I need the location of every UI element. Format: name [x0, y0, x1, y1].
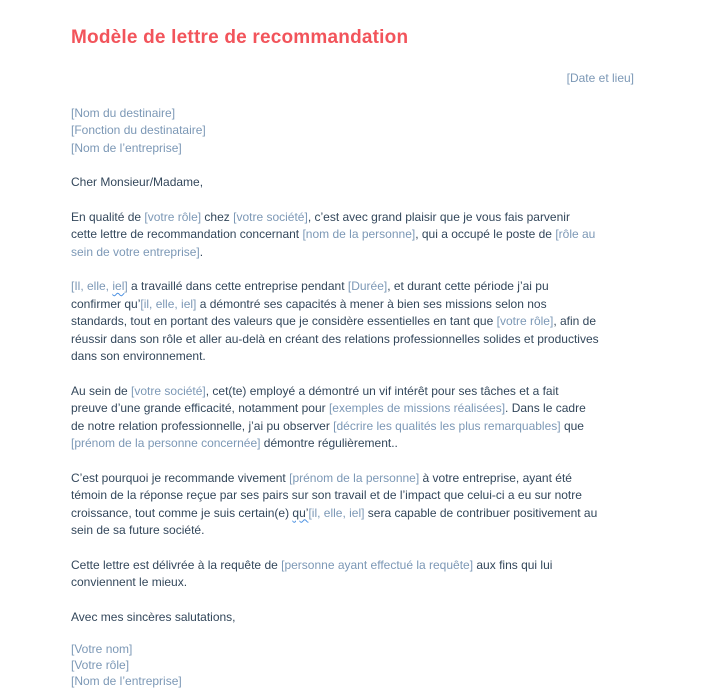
placeholder-text: [votre rôle] [496, 314, 554, 328]
signature-line: [Nom de l’entreprise] [71, 674, 182, 688]
body-text: confirmer qu’ [71, 296, 141, 311]
text-line [71, 435, 634, 453]
body-text: preuve d’une grande efficacité, notamment pour [71, 401, 329, 415]
body-text: , cet(te) employé a démontré un vif intérêt pour ses tâches et a fait [205, 383, 559, 398]
signature-line: [Votre rôle] [71, 658, 130, 672]
recipient-block [71, 105, 634, 158]
text-line [71, 574, 634, 592]
body-text: croissance, tout comme je suis certain(e) [71, 505, 293, 520]
body-text: Cette lettre est délivrée à la requête de [71, 557, 282, 572]
signature-line: [Votre nom] [71, 642, 133, 656]
text-line [71, 296, 634, 314]
placeholder-text: [Durée] [347, 279, 388, 293]
recipient-line: [Nom du destinaire] [71, 105, 176, 120]
body-text: que [560, 418, 584, 433]
body-text: dans son environnement. [71, 349, 206, 363]
text-line [71, 400, 634, 418]
body-text: conviennent le mieux. [71, 575, 188, 589]
body-text: , qui a occupé le poste de [415, 227, 556, 241]
body-text: aux fins qui lui [473, 557, 553, 572]
body-text: démontre régulièrement.. [260, 436, 398, 450]
body-text: réussir dans son rôle et aller au-delà en créant des relations professionnelles solides et productives [71, 331, 599, 346]
text-line [71, 505, 634, 523]
closing-line: Avec mes sincères salutations, [71, 609, 236, 624]
placeholder-text: [décrire les qualités les plus remarquables] [333, 418, 561, 433]
text-line [71, 557, 634, 575]
body-text: a travaillé dans cette entreprise pendant [127, 279, 348, 293]
body-text: Au sein de [71, 383, 132, 398]
text-line [71, 278, 634, 296]
text-line [71, 226, 634, 244]
letter-title: Modèle de lettre de recommandation [71, 27, 409, 48]
letter-paragraph [71, 557, 634, 592]
placeholder-text: ] [124, 279, 128, 293]
placeholder-text: [prénom de la personne] [289, 470, 420, 485]
letter-paragraph [71, 278, 634, 366]
body-text: a démontré ses capacités à mener à bien ses missions selon nos [196, 296, 547, 311]
text-line [71, 244, 634, 262]
placeholder-text: [Il, elle, [71, 279, 113, 293]
date-placeholder: [Date et lieu] [566, 71, 634, 85]
letter-body [71, 209, 634, 592]
text-line [71, 470, 634, 488]
recipient-line: [Nom de l’entreprise] [71, 140, 182, 155]
placeholder-text: [personne ayant effectué la requête] [281, 557, 474, 572]
body-text: de notre relation professionnelle, j’ai pu observer [71, 418, 334, 433]
body-text: standards, tout en portant des valeurs que je considère essentielles en tant que [71, 314, 497, 328]
body-text: , et durant cette période j’ai pu [387, 279, 549, 293]
body-text: , c’est avec grand plaisir que je vous fais parvenir [307, 209, 570, 224]
body-text: C’est pourquoi je recommande vivement [71, 470, 290, 485]
text-line [71, 418, 634, 436]
body-text: . Dans le cadre [505, 401, 586, 415]
body-text: qu’ [292, 505, 309, 520]
text-line [71, 383, 634, 401]
body-text: cette lettre de recommandation concernant [71, 227, 303, 241]
placeholder-text: [exemples de missions réalisées] [328, 401, 506, 415]
body-text: à votre entreprise, ayant été [419, 470, 572, 485]
body-text: , afin de [553, 314, 597, 328]
body-text: témoin de la réponse reçue par ses pairs sur son travail et de l’impact que celui-ci a eu sur notre [71, 488, 582, 502]
text-line [71, 487, 634, 505]
body-text: En qualité de [71, 209, 145, 224]
letter-paragraph [71, 470, 634, 540]
greeting-line: Cher Monsieur/Madame, [71, 175, 204, 189]
placeholder-text: [rôle au [555, 227, 596, 241]
recipient-line: [Fonction du destinataire] [71, 123, 206, 137]
placeholder-text: [votre rôle] [144, 209, 202, 224]
text-line [71, 331, 634, 349]
placeholder-text: [il, elle, iel] [140, 296, 197, 311]
text-line [71, 209, 634, 227]
text-line [71, 522, 634, 540]
placeholder-text: [votre société] [131, 383, 206, 398]
body-text: . [199, 244, 204, 259]
placeholder-text: [nom de la personne] [302, 227, 416, 241]
signature-block [71, 641, 634, 689]
placeholder-text: [votre société] [233, 209, 308, 224]
placeholder-text: sein de votre entreprise] [71, 244, 200, 259]
body-text: sein de sa future société. [71, 523, 205, 537]
text-line [71, 313, 634, 331]
letter-paragraph [71, 383, 634, 453]
placeholder-text: iel [112, 279, 125, 293]
body-text: chez [201, 209, 234, 224]
body-text: sera capable de contribuer positivement au [364, 505, 598, 520]
text-line [71, 348, 634, 366]
placeholder-text: [prénom de la personne concernée] [71, 436, 261, 450]
placeholder-text: [il, elle, iel] [308, 505, 365, 520]
letter-paragraph [71, 209, 634, 262]
